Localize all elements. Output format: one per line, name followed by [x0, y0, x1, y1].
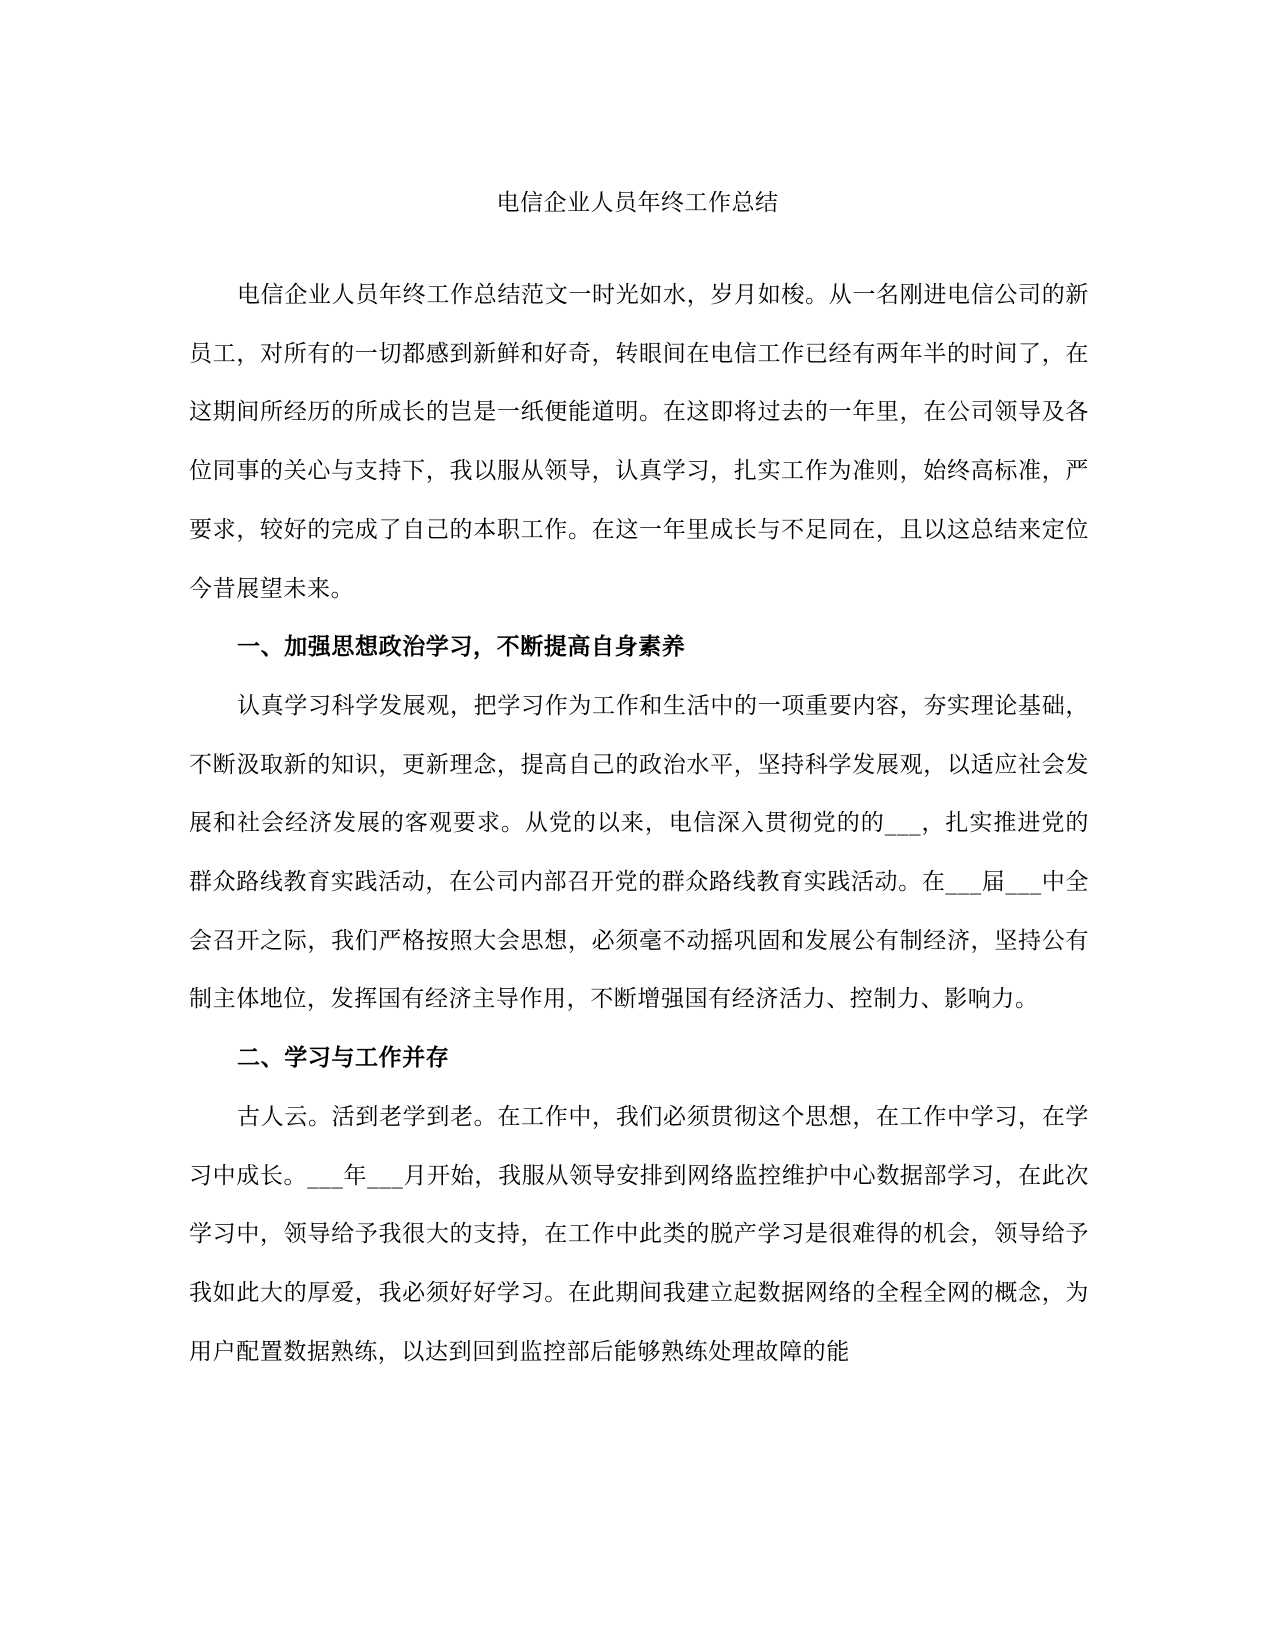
document-title: 电信企业人员年终工作总结 [496, 190, 779, 216]
intro-paragraph: 电信企业人员年终工作总结范文一时光如水，岁月如梭。从一名刚进电信公司的新员工，对所有的一切都感到新鲜和好奇，转眼间在电信工作已经有两年半的时间了，在这期间所经历的所成长的岂是一纸便能道明。在这即将过去的一年里，在公司领导及各位同事的关心与支持下，我以服从领导，认真学习，扎实工作为准则，始终高标准，严要求，较好的完成了自己的本职工作。在这一年里成长与不足同在，且以这总结来定位今昔展望未来。 [189, 282, 1089, 602]
section-heading-1: 一、加强思想政治学习，不断提高自身素养 [237, 634, 686, 661]
section-2-paragraph: 古人云。活到老学到老。在工作中，我们必须贯彻这个思想，在工作中学习，在学习中成长。___年___月开始，我服从领导安排到网络监控维护中心数据部学习，在此次学习中，领导给予我很大的支持，在工作中此类的脱产学习是很难得的机会，领导给予我如此大的厚爱，我必须好好学习。在此期间我建立起数据网络的全程全网的概念，为用户配置数据熟练，以达到回到监控部后能够熟练处理故障的能 [189, 1103, 1089, 1365]
section-1-paragraph: 认真学习科学发展观，把学习作为工作和生活中的一项重要内容，夯实理论基础，不断汲取新的知识，更新理念，提高自己的政治水平，坚持科学发展观，以适应社会发展和社会经济发展的客观要求。从党的以来，电信深入贯彻党的的___，扎实推进党的群众路线教育实践活动，在公司内部召开党的群众路线教育实践活动。在___届___中全会召开之际，我们严格按照大会思想，必须毫不动摇巩固和发展公有制经济，坚持公有制主体地位，发挥国有经济主导作用，不断增强国有经济活力、控制力、影响力。 [189, 692, 1089, 1013]
document-body [189, 266, 1089, 1381]
section-heading-2: 二、学习与工作并存 [237, 1045, 450, 1072]
